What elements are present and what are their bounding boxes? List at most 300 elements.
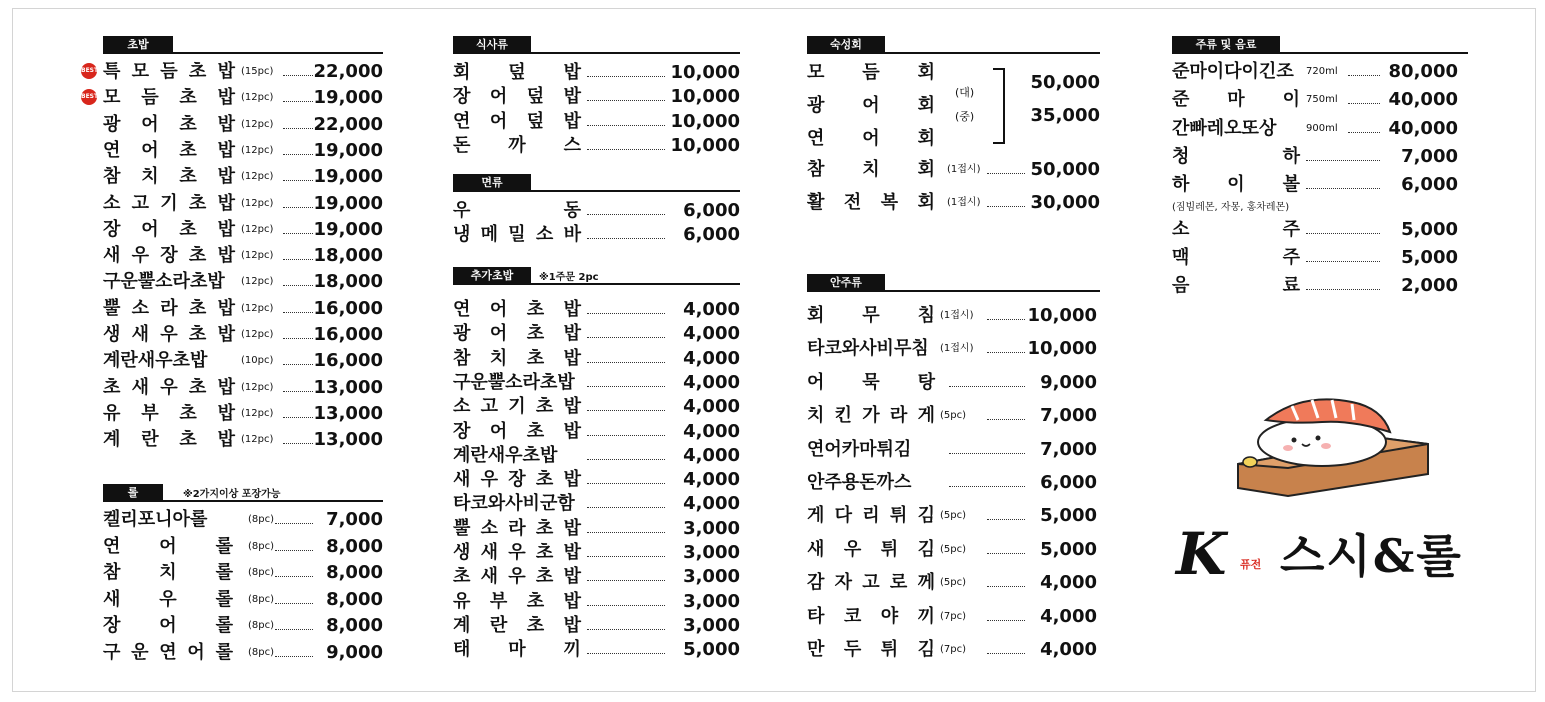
menu-item-name-char: 어 xyxy=(862,128,880,149)
menu-item-name xyxy=(1172,144,1300,170)
menu-item-name-char: 모 xyxy=(131,61,150,82)
menu-item-price: 13,000 xyxy=(313,402,383,424)
menu-item-qty: (15pc) xyxy=(241,66,274,77)
menu-item-price: 13,000 xyxy=(313,376,383,398)
menu-item-name-char: 밥 xyxy=(217,297,235,319)
menu-item-name xyxy=(1172,217,1300,243)
chobap-menu-item xyxy=(103,348,383,374)
menu-item-name-char: 참 xyxy=(103,562,121,583)
menu-item-name xyxy=(453,564,581,590)
menu-item-name-char: 초 xyxy=(526,299,545,320)
menu-item-price: 3,000 xyxy=(683,614,740,636)
sashimi-menu-item xyxy=(807,190,1100,216)
menu-item-name-char: 바 xyxy=(563,224,581,246)
extra-menu-item xyxy=(453,394,740,420)
menu-item-name xyxy=(453,491,581,517)
menu-item-name-char: 께 xyxy=(917,572,935,594)
menu-item-name-char: 이 xyxy=(1282,89,1300,111)
menu-item-name-char: 초 xyxy=(535,517,554,539)
menu-item-price: 7,000 xyxy=(1040,405,1097,427)
menu-item-subtext: (짐빔레몬, 자몽, 홍차레몬) xyxy=(1172,202,1290,214)
extra-menu-item xyxy=(453,297,740,323)
anju-menu-item xyxy=(807,537,1097,563)
menu-item-name xyxy=(103,613,233,639)
menu-item-name-char: 주 xyxy=(1282,246,1300,268)
sashimi-section-header xyxy=(807,36,1100,54)
menu-item-price: 18,000 xyxy=(313,245,383,267)
menu-item-name xyxy=(103,59,235,85)
menu-item-qty: (10pc) xyxy=(241,355,274,367)
menu-item-price: 8,000 xyxy=(326,615,383,636)
meal-section-title: 식사류 xyxy=(453,36,531,54)
menu-item-name-char: 청 xyxy=(1172,145,1190,167)
menu-item-name-char: 하 xyxy=(1172,174,1190,196)
menu-item-name-char: 밥 xyxy=(563,347,581,369)
menu-item-name-char: 라 xyxy=(889,405,908,427)
menu-item-price: 19,000 xyxy=(313,166,383,188)
menu-item-price: 7,000 xyxy=(1040,438,1097,460)
menu-item-name-char: 밥 xyxy=(217,376,235,398)
menu-item-price: 2,000 xyxy=(1401,275,1458,297)
extra-menu-item xyxy=(453,540,740,566)
menu-item-name-char: 운 xyxy=(131,641,149,663)
section-divider xyxy=(453,52,740,54)
menu-item-price: 7,000 xyxy=(326,509,383,530)
extra-menu-item xyxy=(453,516,740,542)
menu-item-price: 7,000 xyxy=(1401,145,1458,167)
menu-item-name xyxy=(807,190,935,216)
anju-menu-item xyxy=(807,336,1097,362)
drinks-section-header xyxy=(1172,36,1468,54)
menu-item-name-char: 유 xyxy=(103,402,121,424)
menu-item-name-char: 게 xyxy=(917,405,935,427)
menu-item-name-char: 밥 xyxy=(217,245,235,267)
menu-item-name-char: 회 xyxy=(917,192,935,213)
menu-item-name-char: 초 xyxy=(535,396,554,418)
menu-item-name-char: 까 xyxy=(508,134,526,156)
menu-item-name xyxy=(1172,245,1300,271)
menu-item-name-char: 초 xyxy=(188,192,207,214)
menu-item-name xyxy=(103,138,235,164)
menu-item-name-char: 치 xyxy=(159,562,177,583)
menu-item-qty: 720ml xyxy=(1306,66,1338,77)
menu-item-name-char: 회 xyxy=(807,305,825,326)
sashimi-group-item xyxy=(807,60,937,86)
sashimi-group-price-medium: 35,000 xyxy=(1030,105,1100,126)
menu-item-name-char: 맥 xyxy=(1172,246,1190,268)
roll-menu-item xyxy=(103,560,383,586)
menu-item-name-char: 우 xyxy=(508,542,526,563)
menu-item-name-char: 밥 xyxy=(217,113,235,135)
menu-item-name xyxy=(807,336,935,362)
anju-menu-item xyxy=(807,570,1097,596)
menu-item-price: 3,000 xyxy=(683,517,740,539)
menu-item-price: 50,000 xyxy=(1030,159,1100,180)
menu-item-price: 40,000 xyxy=(1388,117,1458,139)
menu-item-name-char: 뿔 xyxy=(453,517,471,539)
menu-item-name-char: 초 xyxy=(188,61,207,82)
sashimi-group-price-large: 50,000 xyxy=(1030,72,1100,93)
roll-menu-item xyxy=(103,613,383,639)
menu-item-name-char: 새 xyxy=(103,588,121,610)
menu-item-name-char: 밀 xyxy=(508,224,526,246)
menu-item-price: 13,000 xyxy=(313,429,383,451)
roll-menu-item xyxy=(103,640,383,666)
menu-item-name-char: 초 xyxy=(179,218,197,240)
menu-item-name xyxy=(807,437,935,463)
menu-item-name-char: 어 xyxy=(489,299,508,320)
menu-item-qty: (1접시) xyxy=(940,310,974,321)
sashimi-size-large: (대) xyxy=(955,86,975,99)
menu-item-name-char: 밥 xyxy=(563,542,581,563)
menu-item-name-char: 우 xyxy=(480,469,499,491)
menu-item-name-char: 란 xyxy=(141,429,159,451)
menu-item-name-char: 장 xyxy=(103,615,121,636)
menu-item-name-char: 연 xyxy=(453,299,471,320)
menu-item-name-char: 우 xyxy=(160,376,178,398)
chobap-menu-item xyxy=(103,375,383,401)
menu-item-name xyxy=(807,637,935,663)
menu-item-name-char: 고 xyxy=(131,192,150,214)
menu-item-name xyxy=(453,109,581,135)
drinks-menu-item xyxy=(1172,87,1460,113)
menu-item-qty: (7pc) xyxy=(940,644,967,655)
menu-item-name-char: 무 xyxy=(862,305,880,326)
menu-item-name-char: 치 xyxy=(807,405,825,427)
menu-item-name-char: 탕 xyxy=(917,371,935,393)
menu-item-name-char: 이 xyxy=(1227,174,1245,196)
menu-item-name-char: 특 xyxy=(103,61,121,82)
menu-item-name-char: 밥 xyxy=(217,87,235,109)
sashimi-group-bracket xyxy=(993,68,1005,144)
menu-item-name-char: 우 xyxy=(160,324,178,345)
menu-item-name-char: 광 xyxy=(807,95,825,116)
menu-item-name xyxy=(807,303,935,329)
menu-item-qty: (12pc) xyxy=(241,92,274,104)
anju-menu-item xyxy=(807,370,1097,396)
menu-item-price: 4,000 xyxy=(683,347,740,369)
menu-item-name-char: 볼 xyxy=(1282,174,1300,196)
menu-item-name-char: 묵 xyxy=(862,371,880,393)
menu-item-name-char: 생 xyxy=(103,324,121,345)
extra-menu-item xyxy=(453,346,740,372)
menu-item-name-char: 튀 xyxy=(880,538,899,560)
menu-item-name-char: 마 xyxy=(508,639,526,661)
menu-item-name-char: 초 xyxy=(103,376,121,398)
menu-item-price: 10,000 xyxy=(1027,305,1097,326)
menu-item-name xyxy=(103,560,233,586)
menu-item-name xyxy=(103,112,235,138)
extra-menu-item xyxy=(453,321,740,347)
menu-item-name-char: 야 xyxy=(880,605,899,627)
menu-item-name-char: 가 xyxy=(862,405,880,427)
menu-item-price: 4,000 xyxy=(1040,572,1097,594)
menu-item-qty: (12pc) xyxy=(241,118,274,130)
menu-item-name xyxy=(103,322,235,348)
menu-item-name-char: 초 xyxy=(526,420,545,442)
menu-item-name-char: 밥 xyxy=(563,614,581,636)
menu-item-name-char: 밥 xyxy=(217,429,235,451)
menu-item-name-char: 장 xyxy=(160,245,178,267)
menu-item-price: 19,000 xyxy=(313,139,383,161)
anju-menu-item xyxy=(807,403,1097,429)
menu-item-name xyxy=(103,507,233,533)
menu-item-name-char: 새 xyxy=(131,324,150,345)
menu-item-name-char: 초 xyxy=(188,297,207,319)
menu-item-name xyxy=(1172,172,1300,198)
menu-item-name-char: 참 xyxy=(807,159,825,180)
menu-item-name-char: 초 xyxy=(179,429,197,451)
brand-logo xyxy=(1176,522,1486,592)
menu-item-name-char: 코 xyxy=(843,605,862,627)
sashimi-group-item xyxy=(807,93,937,119)
menu-item-name-char: 연 xyxy=(807,128,825,149)
menu-item-name-char: 기 xyxy=(160,192,178,214)
anju-menu-item xyxy=(807,637,1097,663)
anju-menu-item xyxy=(807,470,1097,496)
menu-item-name xyxy=(453,321,581,347)
menu-item-name xyxy=(103,296,235,322)
menu-item-name-char: 듬 xyxy=(862,62,880,83)
menu-item-name-char: 어 xyxy=(489,110,508,132)
menu-item-name-char: 회 xyxy=(917,159,935,180)
menu-item-name-char: 김 xyxy=(917,505,935,527)
menu-item-price: 16,000 xyxy=(313,297,383,319)
menu-item-name-char: 초 xyxy=(526,323,545,345)
menu-item-name xyxy=(453,222,581,248)
menu-item-name-char: 계 xyxy=(103,429,121,451)
menu-item-name xyxy=(103,640,233,666)
menu-item-name-char: 초 xyxy=(526,347,545,369)
menu-item-name xyxy=(453,60,581,86)
menu-item-name-char: 소 xyxy=(131,297,150,319)
menu-item-price: 9,000 xyxy=(1040,371,1097,393)
menu-item-name xyxy=(807,570,935,596)
menu-item-price: 4,000 xyxy=(683,323,740,345)
menu-item-price: 18,000 xyxy=(313,271,383,293)
section-divider xyxy=(103,52,383,54)
chobap-menu-item xyxy=(103,401,383,427)
section-divider xyxy=(1172,52,1468,54)
menu-item-name-text: 타코와사비군함 xyxy=(453,493,575,515)
noodle-section-header xyxy=(453,174,740,192)
menu-item-name xyxy=(453,540,581,566)
menu-item-name-char: 우 xyxy=(843,538,862,560)
menu-item-name-char: 우 xyxy=(159,588,177,610)
extra-section-header xyxy=(453,267,740,285)
menu-item-name-char: 준 xyxy=(1172,89,1190,111)
menu-item-qty: (5pc) xyxy=(940,410,967,422)
menu-item-name xyxy=(453,443,581,469)
menu-item-name-char: 롤 xyxy=(215,641,233,663)
sashimi-section-title: 숙성회 xyxy=(807,36,885,54)
menu-item-name-char: 초 xyxy=(188,245,207,267)
menu-item-name-char: 밥 xyxy=(217,192,235,214)
meal-menu-item xyxy=(453,133,740,159)
chobap-menu-item xyxy=(103,322,383,348)
menu-item-name xyxy=(103,427,235,453)
menu-item-price: 4,000 xyxy=(1040,605,1097,627)
menu-item-name-char: 덮 xyxy=(526,86,545,108)
extra-menu-item xyxy=(453,419,740,445)
menu-item-name-char: 어 xyxy=(489,420,508,442)
menu-item-name-char: 밥 xyxy=(563,110,581,132)
menu-item-price: 3,000 xyxy=(683,590,740,612)
menu-item-name-char: 동 xyxy=(563,200,581,221)
brand-logo-title: 스시&롤 xyxy=(1280,529,1463,583)
menu-item-name-char: 회 xyxy=(917,95,935,116)
menu-item-name-char: 밥 xyxy=(563,323,581,345)
menu-item-price: 4,000 xyxy=(683,420,740,442)
menu-item-name xyxy=(1172,273,1300,299)
menu-item-price: 5,000 xyxy=(1401,218,1458,240)
menu-item-name xyxy=(453,346,581,372)
sashimi-size-medium: (중) xyxy=(955,110,975,123)
menu-item-name-char: 초 xyxy=(179,166,197,188)
menu-item-qty: (12pc) xyxy=(241,381,274,393)
menu-item-name-char: 밥 xyxy=(217,402,235,424)
meal-menu-item xyxy=(453,84,740,110)
menu-item-name-char: 감 xyxy=(807,572,825,594)
menu-item-name-char: 란 xyxy=(489,614,508,636)
menu-item-price: 3,000 xyxy=(683,566,740,588)
menu-item-name-char: 어 xyxy=(489,323,508,345)
menu-item-name-text: 계란새우초밥 xyxy=(103,350,208,372)
noodle-menu-item xyxy=(453,222,740,248)
menu-item-name-char: 주 xyxy=(1282,218,1300,240)
extra-menu-item xyxy=(453,637,740,663)
menu-item-name-char: 밥 xyxy=(563,469,581,491)
menu-item-qty: (8pc) xyxy=(248,540,275,552)
menu-item-name xyxy=(807,93,935,119)
menu-item-price: 6,000 xyxy=(683,200,740,221)
drinks-menu-item xyxy=(1172,245,1460,271)
meal-section-header xyxy=(453,36,740,54)
menu-item-price: 4,000 xyxy=(683,299,740,320)
menu-item-name-char: 밥 xyxy=(563,420,581,442)
menu-item-name-char: 킨 xyxy=(834,405,853,427)
menu-item-name-char: 연 xyxy=(103,139,121,161)
menu-item-qty: (1접시) xyxy=(947,164,981,175)
menu-item-price: 4,000 xyxy=(683,371,740,393)
menu-item-name-char: 로 xyxy=(889,572,908,594)
menu-item-name-char: 밥 xyxy=(217,218,235,240)
menu-item-name xyxy=(807,370,935,396)
menu-item-name-char: 밥 xyxy=(563,566,581,588)
menu-item-price: 5,000 xyxy=(1401,246,1458,268)
chobap-menu-item xyxy=(103,243,383,269)
menu-item-name-char: 초 xyxy=(526,590,545,612)
menu-item-name-char: 롤 xyxy=(215,588,233,610)
menu-item-qty: (12pc) xyxy=(241,434,274,446)
chobap-menu-item xyxy=(103,217,383,243)
menu-item-price: 19,000 xyxy=(313,87,383,109)
extra-menu-item xyxy=(453,589,740,615)
menu-item-name-char: 밥 xyxy=(217,324,235,345)
menu-item-name-char: 어 xyxy=(187,641,205,663)
extra-menu-item xyxy=(453,443,740,469)
extra-section-note: ※1주문 2pc xyxy=(539,272,599,283)
menu-item-qty: (7pc) xyxy=(940,610,967,622)
menu-item-name-char: 초 xyxy=(179,113,197,135)
menu-item-qty: (8pc) xyxy=(248,646,275,658)
menu-item-qty: (12pc) xyxy=(241,407,274,419)
menu-item-price: 10,000 xyxy=(670,86,740,108)
menu-item-name-char: 치 xyxy=(141,166,159,188)
menu-item-name-char: 료 xyxy=(1282,275,1300,297)
menu-item-name-char: 초 xyxy=(535,469,554,491)
menu-item-name-char: 리 xyxy=(862,505,880,527)
menu-item-price: 22,000 xyxy=(313,113,383,135)
extra-menu-item xyxy=(453,491,740,517)
anju-menu-item xyxy=(807,303,1097,329)
anju-menu-item xyxy=(807,604,1097,630)
menu-item-name-char: 고 xyxy=(480,396,499,418)
menu-item-name-char: 장 xyxy=(453,420,471,442)
menu-item-name xyxy=(453,467,581,493)
menu-item-price: 6,000 xyxy=(683,224,740,246)
menu-item-name xyxy=(453,133,581,159)
menu-item-price: 80,000 xyxy=(1388,61,1458,82)
extra-menu-item xyxy=(453,467,740,493)
menu-item-name xyxy=(453,370,581,396)
menu-item-price: 30,000 xyxy=(1030,192,1100,213)
extra-menu-item xyxy=(453,613,740,639)
chobap-menu-item xyxy=(81,85,383,111)
menu-item-name xyxy=(103,375,235,401)
menu-item-name-char: 밥 xyxy=(217,166,235,188)
menu-item-price: 8,000 xyxy=(326,588,383,610)
menu-item-name xyxy=(103,164,235,190)
menu-item-qty: 900ml xyxy=(1306,122,1338,134)
menu-item-name-char: 밥 xyxy=(217,139,235,161)
menu-item-qty: 750ml xyxy=(1306,94,1338,106)
menu-item-name-char: 냉 xyxy=(453,224,471,246)
menu-item-name-char: 새 xyxy=(480,566,499,588)
menu-item-name xyxy=(807,470,935,496)
menu-item-name-char: 두 xyxy=(843,639,862,660)
menu-item-price: 4,000 xyxy=(683,396,740,418)
menu-item-name-char: 라 xyxy=(508,517,526,539)
menu-item-name-char: 김 xyxy=(917,639,935,660)
roll-menu-item xyxy=(103,507,383,533)
menu-item-name xyxy=(807,604,935,630)
menu-item-name-char: 스 xyxy=(563,134,581,156)
section-divider xyxy=(453,190,740,192)
anju-section-header xyxy=(807,274,1100,292)
brand-logo-fusion: 퓨전 xyxy=(1240,558,1262,571)
menu-item-name-char: 연 xyxy=(159,641,177,663)
extra-section-title: 추가초밥 xyxy=(453,267,531,285)
chobap-section-header xyxy=(103,36,383,54)
menu-item-name-char: 새 xyxy=(807,538,825,560)
menu-item-name-text: 계란새우초밥 xyxy=(453,444,558,466)
menu-item-name-char: 초 xyxy=(526,614,545,636)
menu-item-price: 4,000 xyxy=(683,493,740,515)
menu-item-price: 3,000 xyxy=(683,542,740,563)
menu-item-name-text: 구운뿔소라초밥 xyxy=(103,271,225,293)
menu-item-qty: (5pc) xyxy=(940,543,967,555)
menu-item-price: 22,000 xyxy=(313,61,383,82)
noodle-menu-item xyxy=(453,198,740,224)
menu-item-name-text: 간빠레오또상 xyxy=(1172,117,1277,139)
menu-item-name-char: 새 xyxy=(480,542,499,563)
menu-item-name-char: 하 xyxy=(1282,145,1300,167)
chobap-menu-item xyxy=(81,59,383,85)
menu-item-name-char: 초 xyxy=(535,542,554,563)
roll-section-title: 롤 xyxy=(103,484,163,502)
menu-item-qty: (5pc) xyxy=(940,577,967,589)
